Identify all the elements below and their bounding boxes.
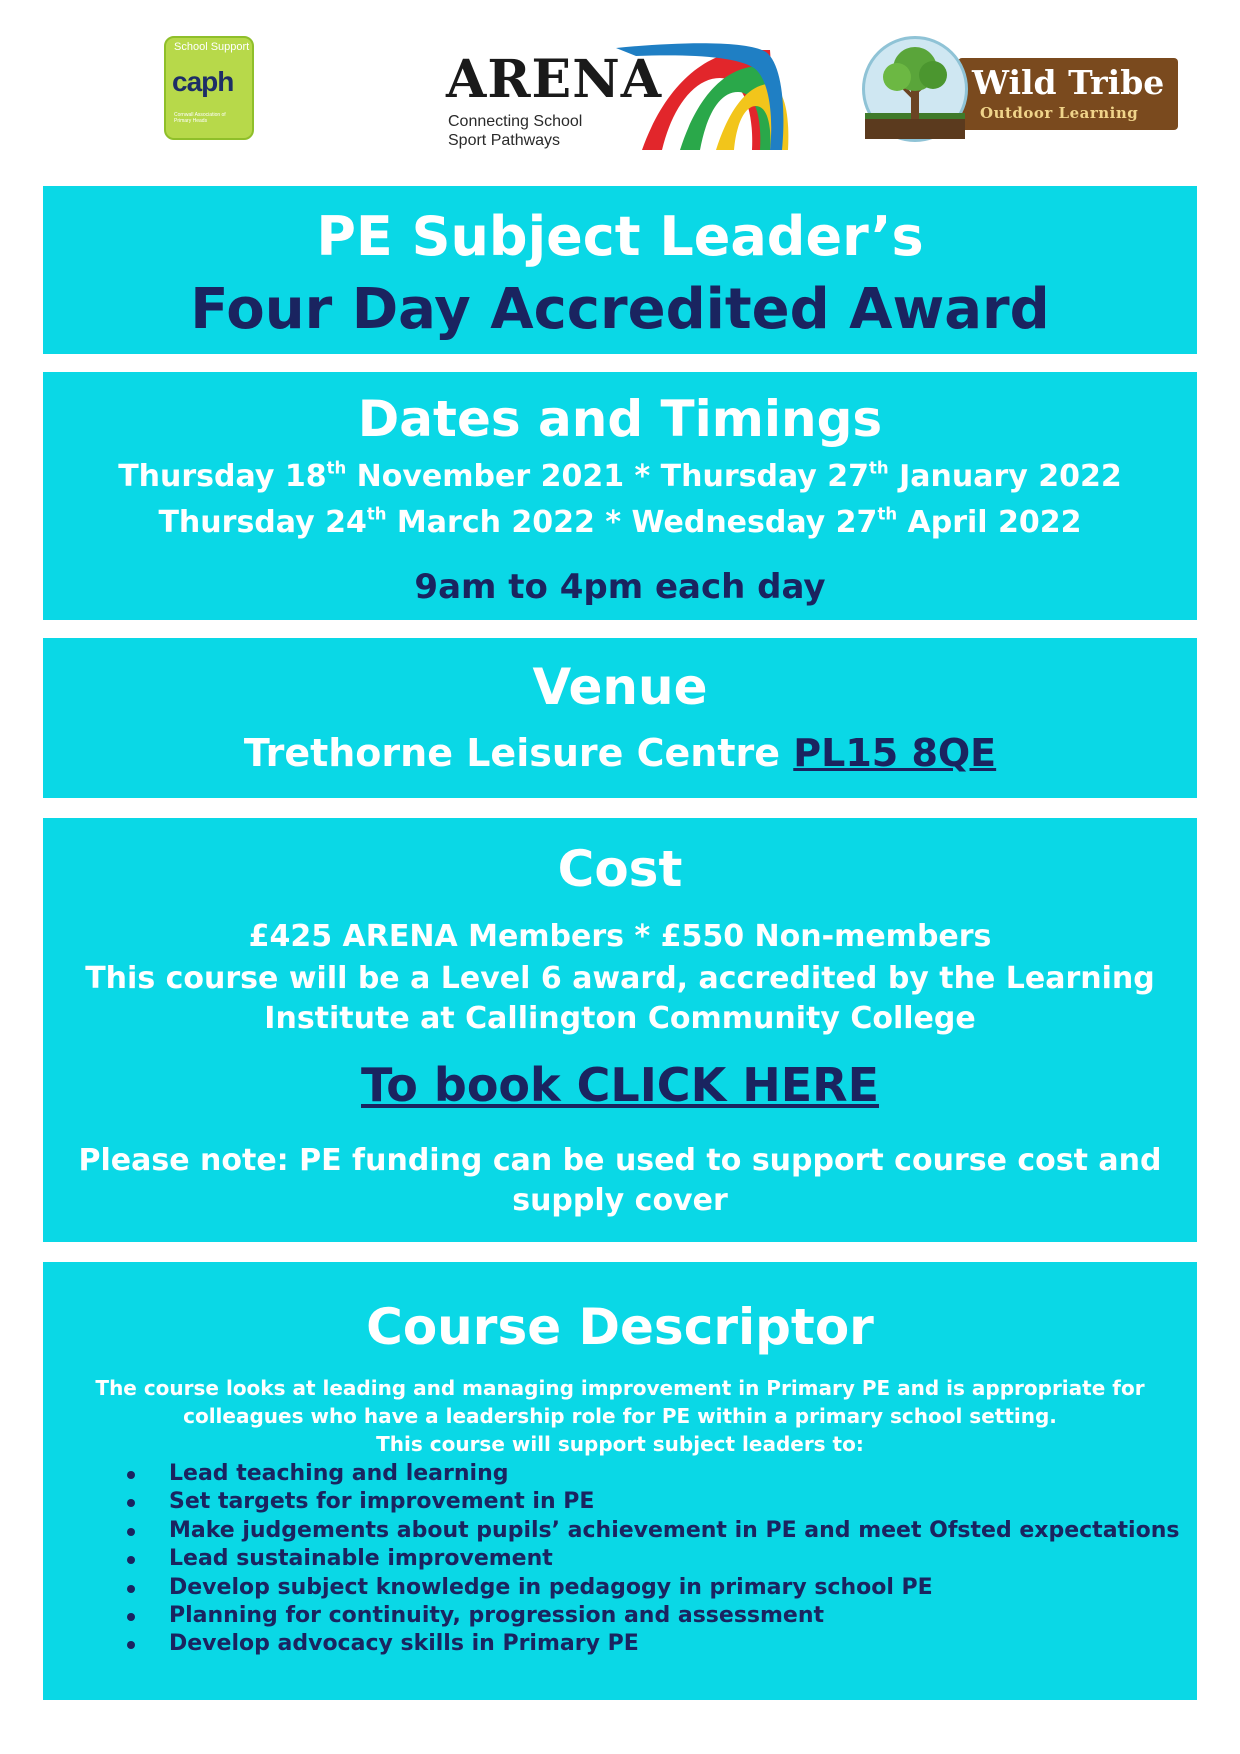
bullet-text: Lead teaching and learning	[169, 1461, 509, 1486]
list-item	[127, 1602, 1179, 1630]
cost-prices: £425 ARENA Members * £550 Non-members	[248, 919, 992, 954]
wild-tribe-logo	[862, 36, 1178, 152]
caph-wordmark: caph	[172, 66, 234, 97]
bullet-icon	[127, 1499, 135, 1507]
date-3-suffix: th	[366, 504, 387, 524]
caph-top-text: School Support	[174, 41, 250, 53]
arena-tagline-line-2: Sport Pathways	[448, 132, 561, 149]
bullet-text: Develop subject knowledge in pedagogy in primary school PE	[169, 1574, 933, 1600]
cost-heading: Cost	[557, 840, 683, 898]
cost-panel	[43, 818, 1197, 1242]
bullet-icon	[127, 1556, 135, 1564]
descriptor-intro-1: The course looks at leading and managing improvement in Primary PE and is appropriate for	[95, 1376, 1145, 1400]
venue-postcode-link[interactable]: PL15 8QE	[793, 731, 997, 775]
bullet-icon	[127, 1613, 135, 1621]
date-2-suffix: th	[869, 458, 889, 478]
book-link-row	[43, 1058, 1197, 1112]
bullet-text: Develop advocacy skills in Primary PE	[169, 1631, 639, 1657]
tree-icon	[862, 36, 968, 142]
cost-accreditation-line-1: This course will be a Level 6 award, accredited by the Learning	[85, 961, 1155, 996]
date-1-rest: November 2021 * Thursday 27	[346, 459, 870, 494]
cost-accreditation-line-2: Institute at Callington Community College	[264, 1001, 976, 1036]
wild-tribe-title: Wild Tribe	[972, 63, 1165, 102]
dates-row-2	[43, 504, 1197, 540]
date-1-text: Thursday 18	[118, 459, 327, 494]
dates-row-1	[43, 458, 1197, 494]
logo-bar	[0, 30, 1240, 160]
date-1-suffix: th	[326, 458, 347, 478]
date-4-suffix: th	[877, 504, 898, 524]
wild-tribe-subtitle: Outdoor Learning	[980, 104, 1139, 122]
list-item	[127, 1517, 1179, 1545]
funding-note-line-2: supply cover	[512, 1183, 728, 1218]
arena-wordmark: ARENA	[446, 49, 663, 110]
venue-heading: Venue	[532, 658, 708, 716]
descriptor-intro-2: colleagues who have a leadership role for PE within a primary school setting.	[183, 1404, 1057, 1428]
bullet-icon	[127, 1471, 135, 1479]
title-line-2: Four Day Accredited Award	[190, 277, 1050, 342]
descriptor-heading: Course Descriptor	[366, 1298, 874, 1356]
dates-panel	[43, 372, 1197, 620]
title-line-1: PE Subject Leader’s	[316, 205, 924, 268]
bullet-text: Set targets for improvement in PE	[169, 1489, 595, 1515]
descriptor-panel	[43, 1262, 1197, 1700]
list-item	[127, 1488, 1179, 1516]
bullet-icon	[127, 1585, 135, 1593]
venue-panel	[43, 638, 1197, 798]
caph-logo	[164, 36, 263, 140]
funding-note-line-1: Please note: PE funding can be used to support course cost and	[78, 1143, 1162, 1178]
bullet-icon	[127, 1641, 135, 1649]
list-item	[127, 1574, 1179, 1602]
timings-text: 9am to 4pm each day	[414, 567, 826, 607]
date-2-rest: January 2022	[888, 459, 1122, 494]
dates-heading: Dates and Timings	[357, 390, 883, 448]
book-link[interactable]: To book CLICK HERE	[361, 1058, 879, 1112]
date-4-rest: April 2022	[897, 505, 1082, 540]
arena-tagline	[448, 112, 582, 150]
caph-small-text: Cornwall Association of Primary Heads	[174, 112, 226, 124]
list-item	[127, 1460, 1179, 1488]
descriptor-intro-3: This course will support subject leaders to:	[376, 1432, 864, 1456]
date-3-rest: March 2022 * Wednesday 27	[386, 505, 878, 540]
list-item	[127, 1630, 1179, 1658]
venue-line	[43, 731, 1197, 775]
list-item	[127, 1545, 1179, 1573]
date-3-text: Thursday 24	[158, 505, 367, 540]
descriptor-bullet-list	[127, 1460, 1179, 1659]
title-panel	[43, 186, 1197, 354]
bullet-text: Lead sustainable improvement	[169, 1546, 553, 1572]
bullet-text: Make judgements about pupils’ achievement in PE and meet Ofsted expectations	[169, 1517, 1180, 1543]
venue-name: Trethorne Leisure Centre	[243, 731, 794, 775]
arena-tagline-line-1: Connecting School	[448, 113, 583, 130]
bullet-icon	[127, 1528, 135, 1536]
arena-logo	[446, 30, 782, 158]
caph-side-text: Services	[251, 40, 263, 79]
bullet-text: Planning for continuity, progression and assessment	[169, 1603, 825, 1629]
